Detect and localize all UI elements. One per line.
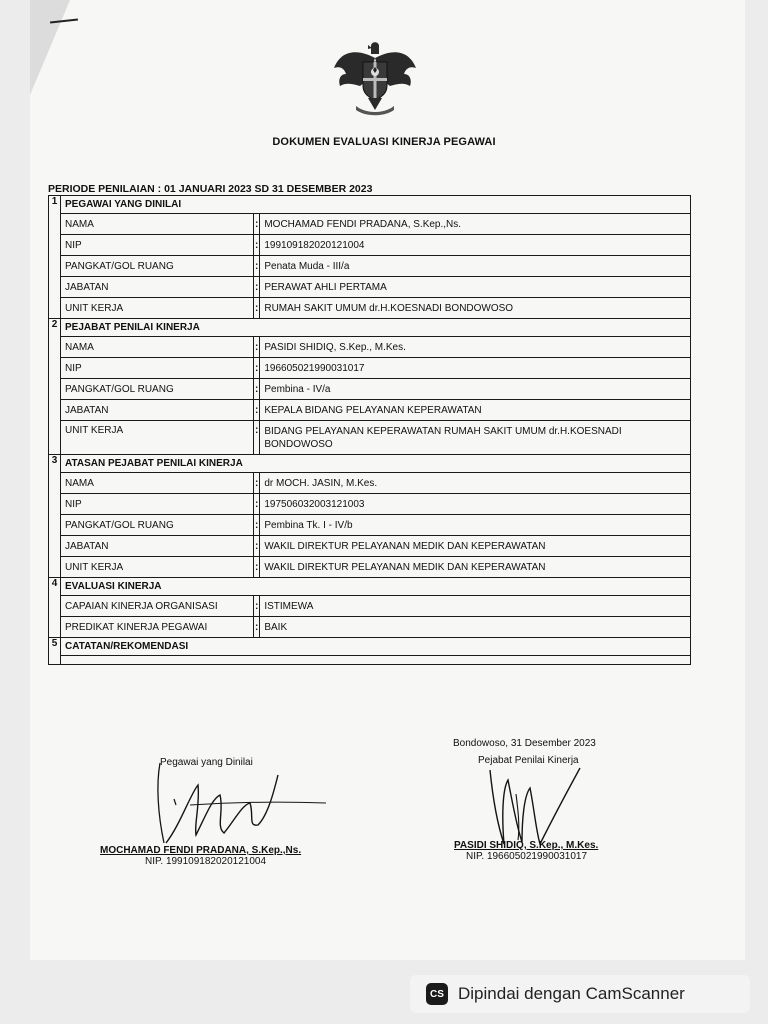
- field-value: dr MOCH. JASIN, M.Kes.: [260, 473, 691, 494]
- signer-left-label: Pegawai yang Dinilai: [160, 757, 253, 768]
- field-colon: :: [254, 256, 260, 277]
- table-row: [49, 214, 691, 235]
- field-value: Penata Muda - III/a: [260, 256, 691, 277]
- section-title: CATATAN/REKOMENDASI: [61, 638, 691, 656]
- section-number: 1: [49, 196, 61, 319]
- field-value: PERAWAT AHLI PERTAMA: [260, 277, 691, 298]
- field-value: 197506032003121003: [260, 494, 691, 515]
- field-value: Pembina - IV/a: [260, 379, 691, 400]
- field-value: BIDANG PELAYANAN KEPERAWATAN RUMAH SAKIT UMUM dr.H.KOESNADI BONDOWOSO: [260, 421, 691, 455]
- notes-area: [49, 656, 691, 665]
- document-title: DOKUMEN EVALUASI KINERJA PEGAWAI: [272, 136, 496, 148]
- signer-left-name: MOCHAMAD FENDI PRADANA, S.Kep.,Ns.: [100, 845, 302, 856]
- field-colon: :: [254, 494, 260, 515]
- field-colon: :: [254, 536, 260, 557]
- field-label: PANGKAT/GOL RUANG: [61, 515, 254, 536]
- section-header: [49, 319, 691, 337]
- table-row: [49, 473, 691, 494]
- field-value: ISTIMEWA: [260, 596, 691, 617]
- evaluation-table: [48, 195, 691, 665]
- table-row: [49, 421, 691, 455]
- field-colon: :: [254, 596, 260, 617]
- section-title: ATASAN PEJABAT PENILAI KINERJA: [61, 455, 691, 473]
- table-row: [49, 596, 691, 617]
- section-number: 3: [49, 455, 61, 578]
- field-value: MOCHAMAD FENDI PRADANA, S.Kep.,Ns.: [260, 214, 691, 235]
- field-colon: :: [254, 379, 260, 400]
- field-colon: :: [254, 358, 260, 379]
- field-label: UNIT KERJA: [61, 557, 254, 578]
- field-label: NAMA: [61, 214, 254, 235]
- signature-right-icon: [482, 760, 592, 848]
- section-header: [49, 455, 691, 473]
- table-row: [49, 494, 691, 515]
- signer-left-nip: NIP. 199109182020121004: [145, 856, 267, 867]
- signer-right-nip: NIP. 196605021990031017: [466, 851, 588, 862]
- field-label: NIP: [61, 494, 254, 515]
- field-label: PREDIKAT KINERJA PEGAWAI: [61, 617, 254, 638]
- field-value: WAKIL DIREKTUR PELAYANAN MEDIK DAN KEPERAWATAN: [260, 536, 691, 557]
- table-row: [49, 358, 691, 379]
- camscanner-badge: [410, 975, 750, 1013]
- field-label: JABATAN: [61, 400, 254, 421]
- camscanner-logo-icon: CS: [426, 983, 448, 1005]
- garuda-emblem-icon: [330, 40, 420, 118]
- table-row: [49, 400, 691, 421]
- signer-right-name: PASIDI SHIDIQ, S.Kep., M.Kes.: [454, 840, 599, 851]
- field-label: JABATAN: [61, 277, 254, 298]
- field-colon: :: [254, 298, 260, 319]
- field-colon: :: [254, 337, 260, 358]
- field-value: PASIDI SHIDIQ, S.Kep., M.Kes.: [260, 337, 691, 358]
- field-label: UNIT KERJA: [61, 421, 254, 455]
- field-value: 196605021990031017: [260, 358, 691, 379]
- section-title: EVALUASI KINERJA: [61, 578, 691, 596]
- camscanner-text: Dipindai dengan CamScanner: [458, 984, 685, 1003]
- field-label: CAPAIAN KINERJA ORGANISASI: [61, 596, 254, 617]
- section-header: [49, 638, 691, 656]
- field-colon: :: [254, 515, 260, 536]
- field-value: KEPALA BIDANG PELAYANAN KEPERAWATAN: [260, 400, 691, 421]
- field-colon: :: [254, 400, 260, 421]
- field-label: PANGKAT/GOL RUANG: [61, 256, 254, 277]
- signing-place-date: Bondowoso, 31 Desember 2023: [453, 738, 596, 749]
- table-row: [49, 235, 691, 256]
- field-colon: :: [254, 473, 260, 494]
- table-row: [49, 277, 691, 298]
- field-label: NAMA: [61, 337, 254, 358]
- field-value: 199109182020121004: [260, 235, 691, 256]
- signature-left-icon: [150, 755, 330, 850]
- field-label: NIP: [61, 358, 254, 379]
- table-row: [49, 617, 691, 638]
- table-row: [49, 379, 691, 400]
- field-colon: :: [254, 421, 260, 455]
- table-row: [49, 256, 691, 277]
- table-row: [49, 298, 691, 319]
- field-label: JABATAN: [61, 536, 254, 557]
- field-colon: :: [254, 277, 260, 298]
- field-value: RUMAH SAKIT UMUM dr.H.KOESNADI BONDOWOSO: [260, 298, 691, 319]
- section-number: 4: [49, 578, 61, 638]
- field-value: Pembina Tk. I - IV/b: [260, 515, 691, 536]
- table-row: [49, 337, 691, 358]
- section-title: PEGAWAI YANG DINILAI: [61, 196, 691, 214]
- signer-right-label: Pejabat Penilai Kinerja: [478, 755, 579, 766]
- field-colon: :: [254, 617, 260, 638]
- field-label: NIP: [61, 235, 254, 256]
- section-title: PEJABAT PENILAI KINERJA: [61, 319, 691, 337]
- section-number: 2: [49, 319, 61, 455]
- notes-blank: [61, 656, 691, 665]
- table-row: [49, 557, 691, 578]
- section-header: [49, 196, 691, 214]
- section-header: [49, 578, 691, 596]
- field-colon: :: [254, 235, 260, 256]
- field-label: PANGKAT/GOL RUANG: [61, 379, 254, 400]
- field-colon: :: [254, 557, 260, 578]
- evaluation-period: PERIODE PENILAIAN : 01 JANUARI 2023 SD 31 DESEMBER 2023: [48, 183, 373, 195]
- table-row: [49, 536, 691, 557]
- field-label: UNIT KERJA: [61, 298, 254, 319]
- section-number: 5: [49, 638, 61, 665]
- field-value: WAKIL DIREKTUR PELAYANAN MEDIK DAN KEPERAWATAN: [260, 557, 691, 578]
- page-corner-fold: [30, 0, 70, 95]
- table-row: [49, 515, 691, 536]
- field-colon: :: [254, 214, 260, 235]
- field-label: NAMA: [61, 473, 254, 494]
- field-value: BAIK: [260, 617, 691, 638]
